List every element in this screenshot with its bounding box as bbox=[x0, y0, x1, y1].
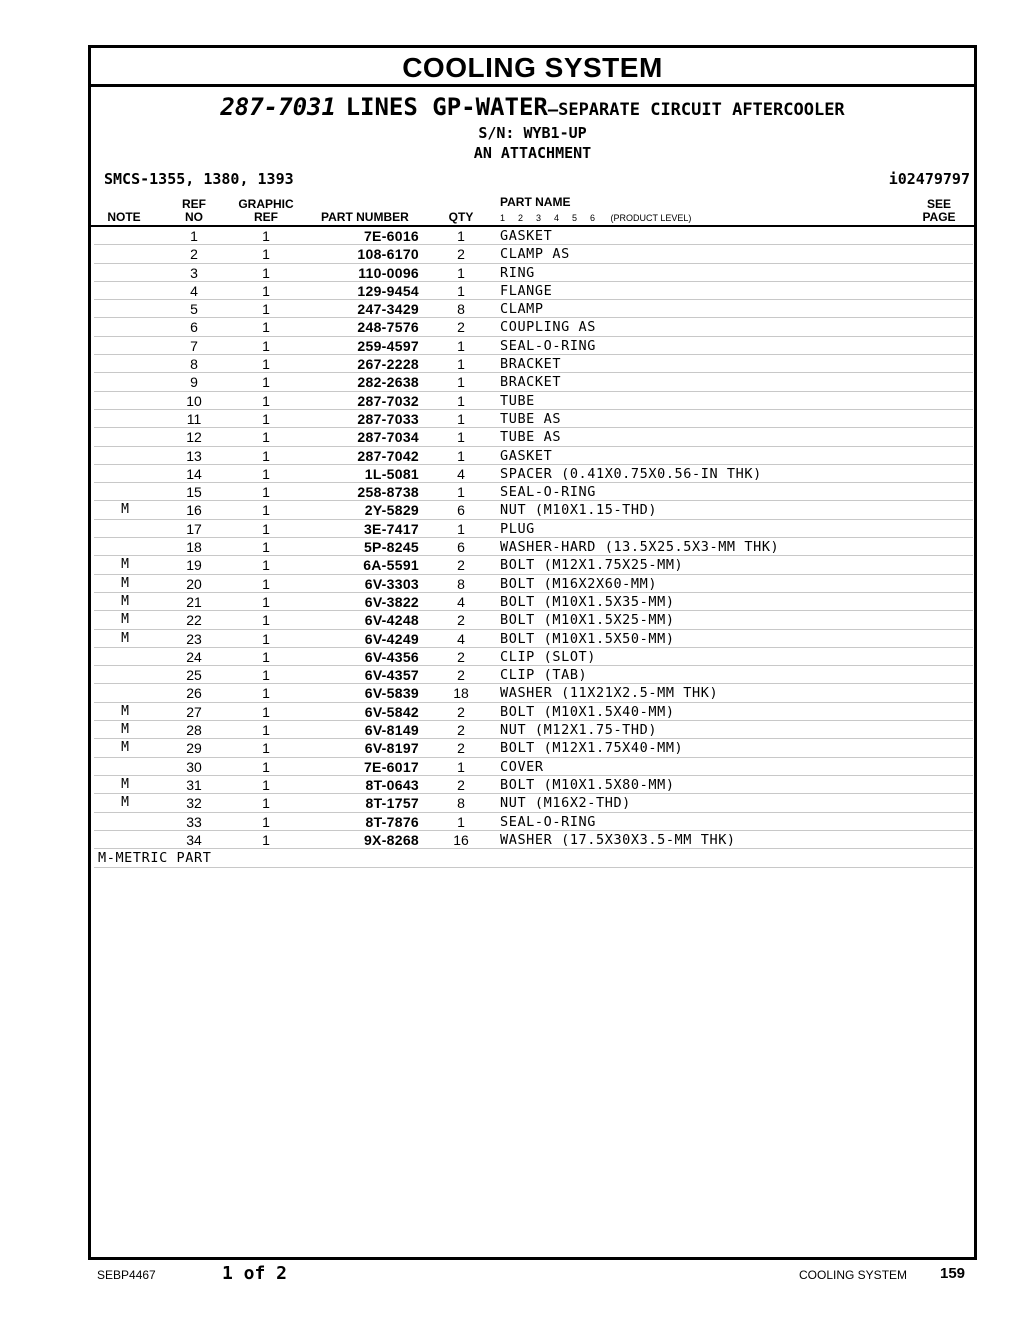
note-cell: M bbox=[121, 740, 129, 756]
qty-cell: 8 bbox=[457, 575, 465, 592]
table-row bbox=[94, 758, 973, 776]
part-number-cell: 247-3429 bbox=[357, 301, 419, 318]
part-number-cell: 5P-8245 bbox=[363, 539, 419, 556]
qty-cell: 1 bbox=[457, 264, 465, 281]
ref-no-cell: 9 bbox=[190, 374, 198, 391]
table-row bbox=[94, 355, 973, 373]
product-level-6: 6 bbox=[590, 213, 596, 223]
graphic-ref-cell: 1 bbox=[262, 539, 270, 556]
table-row bbox=[94, 593, 973, 611]
table-row bbox=[94, 264, 973, 282]
qty-cell: 2 bbox=[457, 776, 465, 793]
graphic-ref-cell: 1 bbox=[262, 264, 270, 281]
note-cell: M bbox=[121, 722, 129, 738]
qty-cell: 1 bbox=[457, 410, 465, 427]
qty-cell: 8 bbox=[457, 795, 465, 812]
graphic-ref-cell: 1 bbox=[262, 612, 270, 629]
note-cell: M bbox=[121, 795, 129, 811]
part-number-cell: 3E-7417 bbox=[363, 520, 419, 537]
table-row bbox=[94, 556, 973, 574]
ref-no-cell: 17 bbox=[186, 520, 202, 537]
ref-no-cell: 34 bbox=[186, 831, 202, 848]
part-number-cell: 6V-4357 bbox=[364, 667, 419, 684]
part-number-cell: 8T-1757 bbox=[365, 795, 419, 812]
table-row bbox=[94, 428, 973, 446]
ref-no-cell: 10 bbox=[186, 392, 202, 409]
table-row bbox=[94, 501, 973, 519]
graphic-ref-cell: 1 bbox=[262, 758, 270, 775]
product-level-3: 3 bbox=[536, 213, 542, 223]
table-row bbox=[94, 520, 973, 538]
section-title: COOLING SYSTEM bbox=[91, 48, 974, 87]
note-cell: M bbox=[121, 703, 129, 719]
ref-no-cell: 6 bbox=[190, 319, 198, 336]
part-number-cell: 2Y-5829 bbox=[364, 502, 419, 519]
graphic-ref-cell: 1 bbox=[262, 484, 270, 501]
graphic-ref-cell: 1 bbox=[262, 282, 270, 299]
part-number-cell: 287-7032 bbox=[357, 392, 419, 409]
part-name-cell: NUT (M16X2-THD) bbox=[500, 795, 631, 812]
part-name-cell: BOLT (M10X1.5X35-MM) bbox=[500, 593, 675, 610]
note-cell: M bbox=[121, 630, 129, 646]
ref-no-cell: 33 bbox=[186, 813, 202, 830]
part-name-cell: BOLT (M10X1.5X25-MM) bbox=[500, 612, 675, 629]
ref-no-cell: 29 bbox=[186, 740, 202, 757]
part-number-cell: 6V-5839 bbox=[364, 685, 419, 702]
qty-cell: 1 bbox=[457, 447, 465, 464]
table-row bbox=[94, 776, 973, 794]
ref-no-cell: 4 bbox=[190, 282, 198, 299]
footer-doc-id: SEBP4467 bbox=[97, 1268, 156, 1282]
graphic-ref-cell: 1 bbox=[262, 246, 270, 263]
table-row bbox=[94, 373, 973, 391]
table-row bbox=[94, 318, 973, 336]
part-name-cell: RING bbox=[500, 264, 535, 281]
qty-cell: 1 bbox=[457, 337, 465, 354]
part-name-cell: BOLT (M10X1.5X80-MM) bbox=[500, 776, 675, 793]
table-row bbox=[94, 410, 973, 428]
qty-cell: 6 bbox=[457, 502, 465, 519]
smcs-codes: SMCS-1355, 1380, 1393 bbox=[104, 170, 294, 188]
graphic-ref-cell: 1 bbox=[262, 301, 270, 318]
graphic-ref-cell: 1 bbox=[262, 722, 270, 739]
table-row bbox=[94, 245, 973, 263]
part-number-cell: 6V-8149 bbox=[364, 722, 419, 739]
part-number-cell: 8T-0643 bbox=[365, 776, 419, 793]
metric-footnote: M-METRIC PART bbox=[94, 849, 973, 868]
graphic-ref-cell: 1 bbox=[262, 337, 270, 354]
table-row bbox=[94, 392, 973, 410]
part-name-cell: SEAL-O-RING bbox=[500, 813, 597, 830]
table-row bbox=[94, 337, 973, 355]
part-name-cell: BRACKET bbox=[500, 356, 562, 373]
part-name-cell: CLIP (SLOT) bbox=[500, 648, 597, 665]
part-number-cell: 258-8738 bbox=[357, 484, 419, 501]
table-row bbox=[94, 648, 973, 666]
footer-page-of: 1 of 2 bbox=[222, 1263, 288, 1284]
part-number-cell: 267-2228 bbox=[357, 356, 419, 373]
part-name-cell: GASKET bbox=[500, 228, 553, 244]
ref-no-cell: 32 bbox=[186, 795, 202, 812]
table-row bbox=[94, 447, 973, 465]
table-row bbox=[94, 465, 973, 483]
qty-cell: 6 bbox=[457, 539, 465, 556]
ref-no-cell: 14 bbox=[186, 465, 202, 482]
product-level-1: 1 bbox=[500, 213, 506, 223]
qty-cell: 1 bbox=[457, 429, 465, 446]
graphic-ref-cell: 1 bbox=[262, 575, 270, 592]
part-name-cell: NUT (M12X1.75-THD) bbox=[500, 722, 658, 739]
note-cell: M bbox=[121, 776, 129, 792]
part-number-cell: 6V-8197 bbox=[364, 740, 419, 757]
ref-no-cell: 8 bbox=[190, 356, 198, 373]
graphic-ref-cell: 1 bbox=[262, 593, 270, 610]
col-note-header: NOTE bbox=[107, 210, 141, 224]
graphic-ref-cell: 1 bbox=[262, 392, 270, 409]
col-ref-no-header-top: REF bbox=[182, 197, 206, 211]
graphic-ref-cell: 1 bbox=[262, 703, 270, 720]
part-number-cell: 1L-5081 bbox=[364, 465, 419, 482]
part-name-cell: TUBE AS bbox=[500, 429, 562, 446]
graphic-ref-cell: 1 bbox=[262, 776, 270, 793]
ref-no-cell: 25 bbox=[186, 667, 202, 684]
group-heading bbox=[91, 92, 974, 125]
ref-no-cell: 3 bbox=[190, 264, 198, 281]
qty-cell: 1 bbox=[457, 520, 465, 537]
serial-number: S/N: WYB1-UP bbox=[478, 124, 587, 142]
part-name-cell: GASKET bbox=[500, 447, 553, 464]
part-number-cell: 287-7033 bbox=[357, 410, 419, 427]
part-name-cell: BRACKET bbox=[500, 374, 562, 391]
part-name-cell: TUBE bbox=[500, 392, 535, 409]
table-row bbox=[94, 684, 973, 702]
product-level-label: (PRODUCT LEVEL) bbox=[610, 213, 692, 223]
ref-no-cell: 15 bbox=[186, 484, 202, 501]
ref-no-cell: 2 bbox=[190, 246, 198, 263]
qty-cell: 2 bbox=[457, 557, 465, 574]
ref-no-cell: 22 bbox=[186, 612, 202, 629]
ref-no-cell: 21 bbox=[186, 593, 202, 610]
ref-no-cell: 12 bbox=[186, 429, 202, 446]
part-name-cell: SEAL-O-RING bbox=[500, 484, 597, 501]
graphic-ref-cell: 1 bbox=[262, 520, 270, 537]
ref-no-cell: 26 bbox=[186, 685, 202, 702]
note-cell: M bbox=[121, 575, 129, 591]
graphic-ref-cell: 1 bbox=[262, 374, 270, 391]
col-see-page-header-top: SEE bbox=[926, 197, 951, 211]
table-row bbox=[94, 721, 973, 739]
part-number-cell: 6V-4356 bbox=[364, 648, 419, 665]
part-number-cell: 6A-5591 bbox=[363, 557, 419, 574]
table-row bbox=[94, 227, 973, 245]
part-number-cell: 248-7576 bbox=[357, 319, 419, 336]
table-row bbox=[94, 630, 973, 648]
part-name-cell: WASHER-HARD (13.5X25.5X3-MM THK) bbox=[500, 539, 780, 556]
ref-no-cell: 16 bbox=[186, 502, 202, 519]
table-row bbox=[94, 794, 973, 812]
part-number-cell: 129-9454 bbox=[357, 282, 419, 299]
part-number-cell: 287-7034 bbox=[357, 429, 419, 446]
ref-no-cell: 23 bbox=[186, 630, 202, 647]
note-cell: M bbox=[121, 557, 129, 573]
ref-no-cell: 27 bbox=[186, 703, 202, 720]
table-row bbox=[94, 300, 973, 318]
ref-no-cell: 7 bbox=[190, 337, 198, 354]
table-row bbox=[94, 611, 973, 629]
qty-cell: 1 bbox=[457, 282, 465, 299]
ref-no-cell: 11 bbox=[186, 410, 202, 427]
product-level-4: 4 bbox=[554, 213, 560, 223]
col-ref-no-header-bottom: NO bbox=[185, 210, 203, 224]
part-name-cell: CLAMP bbox=[500, 301, 544, 318]
ref-no-cell: 13 bbox=[186, 447, 202, 464]
graphic-ref-cell: 1 bbox=[262, 813, 270, 830]
part-number-cell: 287-7042 bbox=[357, 447, 419, 464]
col-see-page-header-bottom: PAGE bbox=[922, 210, 956, 224]
part-number-cell: 7E-6017 bbox=[363, 758, 419, 775]
group-name: LINES GP-WATER bbox=[345, 93, 548, 121]
col-part-number-header: PART NUMBER bbox=[321, 210, 409, 224]
part-name-cell: NUT (M10X1.15-THD) bbox=[500, 502, 658, 519]
qty-cell: 2 bbox=[457, 612, 465, 629]
graphic-ref-cell: 1 bbox=[262, 356, 270, 373]
qty-cell: 4 bbox=[457, 593, 465, 610]
part-name-cell: BOLT (M10X1.5X50-MM) bbox=[500, 630, 675, 647]
col-qty-header: QTY bbox=[448, 210, 474, 224]
table-row bbox=[94, 538, 973, 556]
graphic-ref-cell: 1 bbox=[262, 740, 270, 757]
note-cell: M bbox=[121, 593, 129, 609]
qty-cell: 4 bbox=[457, 630, 465, 647]
part-number-cell: 6V-3822 bbox=[364, 593, 419, 610]
graphic-ref-cell: 1 bbox=[262, 429, 270, 446]
graphic-ref-cell: 1 bbox=[262, 557, 270, 574]
col-graphic-ref-header-bottom: REF bbox=[254, 210, 278, 224]
part-name-cell: SPACER (0.41X0.75X0.56-IN THK) bbox=[500, 465, 762, 482]
part-name-cell: BOLT (M12X1.75X25-MM) bbox=[500, 557, 684, 574]
graphic-ref-cell: 1 bbox=[262, 319, 270, 336]
qty-cell: 1 bbox=[457, 356, 465, 373]
group-subtitle: —SEPARATE CIRCUIT AFTERCOOLER bbox=[547, 100, 845, 120]
table-row bbox=[94, 483, 973, 501]
parts-page-frame bbox=[88, 45, 977, 1260]
part-number-cell: 6V-5842 bbox=[364, 703, 419, 720]
part-name-cell: BOLT (M16X2X60-MM) bbox=[500, 575, 658, 592]
qty-cell: 8 bbox=[457, 301, 465, 318]
graphic-ref-cell: 1 bbox=[262, 795, 270, 812]
part-number-cell: 282-2638 bbox=[357, 374, 419, 391]
part-name-cell: FLANGE bbox=[500, 282, 553, 299]
graphic-ref-cell: 1 bbox=[262, 648, 270, 665]
ref-no-cell: 5 bbox=[190, 301, 198, 318]
part-number-cell: 8T-7876 bbox=[365, 813, 419, 830]
graphic-ref-cell: 1 bbox=[262, 502, 270, 519]
qty-cell: 1 bbox=[457, 813, 465, 830]
table-row bbox=[94, 813, 973, 831]
part-number-cell: 259-4597 bbox=[357, 337, 419, 354]
part-number-cell: 6V-4248 bbox=[364, 612, 419, 629]
group-number: 287-7031 bbox=[220, 93, 336, 121]
qty-cell: 18 bbox=[453, 685, 469, 702]
col-part-name-header: PART NAME bbox=[500, 195, 571, 209]
qty-cell: 4 bbox=[457, 465, 465, 482]
qty-cell: 2 bbox=[457, 703, 465, 720]
qty-cell: 1 bbox=[457, 758, 465, 775]
qty-cell: 16 bbox=[453, 831, 469, 848]
footer-section: COOLING SYSTEM bbox=[799, 1268, 908, 1282]
part-name-cell: BOLT (M12X1.75X40-MM) bbox=[500, 740, 684, 757]
illustration-id: i02479797 bbox=[888, 170, 970, 188]
ref-no-cell: 30 bbox=[186, 758, 202, 775]
table-row bbox=[94, 739, 973, 757]
product-level-scale bbox=[500, 213, 691, 223]
table-row bbox=[94, 703, 973, 721]
part-name-cell: SEAL-O-RING bbox=[500, 337, 597, 354]
ref-no-cell: 20 bbox=[186, 575, 202, 592]
part-number-cell: 9X-8268 bbox=[363, 831, 419, 848]
part-name-cell: WASHER (17.5X30X3.5-MM THK) bbox=[500, 831, 736, 848]
table-row bbox=[94, 282, 973, 300]
qty-cell: 2 bbox=[457, 648, 465, 665]
graphic-ref-cell: 1 bbox=[262, 410, 270, 427]
ref-no-cell: 19 bbox=[186, 557, 202, 574]
note-cell: M bbox=[121, 612, 129, 628]
ref-no-cell: 28 bbox=[186, 722, 202, 739]
qty-cell: 1 bbox=[457, 228, 465, 244]
part-name-cell: TUBE AS bbox=[500, 410, 562, 427]
part-number-cell: 108-6170 bbox=[357, 246, 419, 263]
note-cell: M bbox=[121, 502, 129, 518]
part-name-cell: COVER bbox=[500, 758, 544, 775]
part-name-cell: CLIP (TAB) bbox=[500, 667, 588, 684]
attachment-label: AN ATTACHMENT bbox=[473, 144, 592, 162]
part-number-cell: 6V-4249 bbox=[364, 630, 419, 647]
part-name-cell: WASHER (11X21X2.5-MM THK) bbox=[500, 685, 719, 702]
graphic-ref-cell: 1 bbox=[262, 831, 270, 848]
graphic-ref-cell: 1 bbox=[262, 630, 270, 647]
table-row bbox=[94, 831, 973, 849]
part-name-cell: CLAMP AS bbox=[500, 246, 570, 263]
graphic-ref-cell: 1 bbox=[262, 667, 270, 684]
part-name-cell: COUPLING AS bbox=[500, 319, 597, 336]
part-number-cell: 110-0096 bbox=[358, 264, 419, 281]
part-name-cell: BOLT (M10X1.5X40-MM) bbox=[500, 703, 675, 720]
ref-no-cell: 18 bbox=[186, 539, 202, 556]
ref-no-cell: 31 bbox=[186, 776, 202, 793]
qty-cell: 2 bbox=[457, 740, 465, 757]
col-graphic-ref-header-top: GRAPHIC bbox=[238, 197, 294, 211]
ref-no-cell: 24 bbox=[186, 648, 202, 665]
parts-table bbox=[94, 227, 973, 868]
table-row bbox=[94, 575, 973, 593]
part-name-cell: PLUG bbox=[500, 520, 535, 537]
table-row bbox=[94, 666, 973, 684]
qty-cell: 2 bbox=[457, 667, 465, 684]
graphic-ref-cell: 1 bbox=[262, 685, 270, 702]
part-number-cell: 6V-3303 bbox=[364, 575, 419, 592]
graphic-ref-cell: 1 bbox=[262, 465, 270, 482]
qty-cell: 2 bbox=[457, 319, 465, 336]
qty-cell: 1 bbox=[457, 392, 465, 409]
qty-cell: 1 bbox=[457, 484, 465, 501]
qty-cell: 2 bbox=[457, 246, 465, 263]
product-level-2: 2 bbox=[518, 213, 524, 223]
footer-page-number: 159 bbox=[940, 1265, 966, 1282]
part-number-cell: 7E-6016 bbox=[363, 228, 419, 244]
graphic-ref-cell: 1 bbox=[262, 447, 270, 464]
ref-no-cell: 1 bbox=[190, 228, 198, 244]
qty-cell: 1 bbox=[457, 374, 465, 391]
qty-cell: 2 bbox=[457, 722, 465, 739]
graphic-ref-cell: 1 bbox=[262, 228, 270, 244]
product-level-5: 5 bbox=[572, 213, 578, 223]
